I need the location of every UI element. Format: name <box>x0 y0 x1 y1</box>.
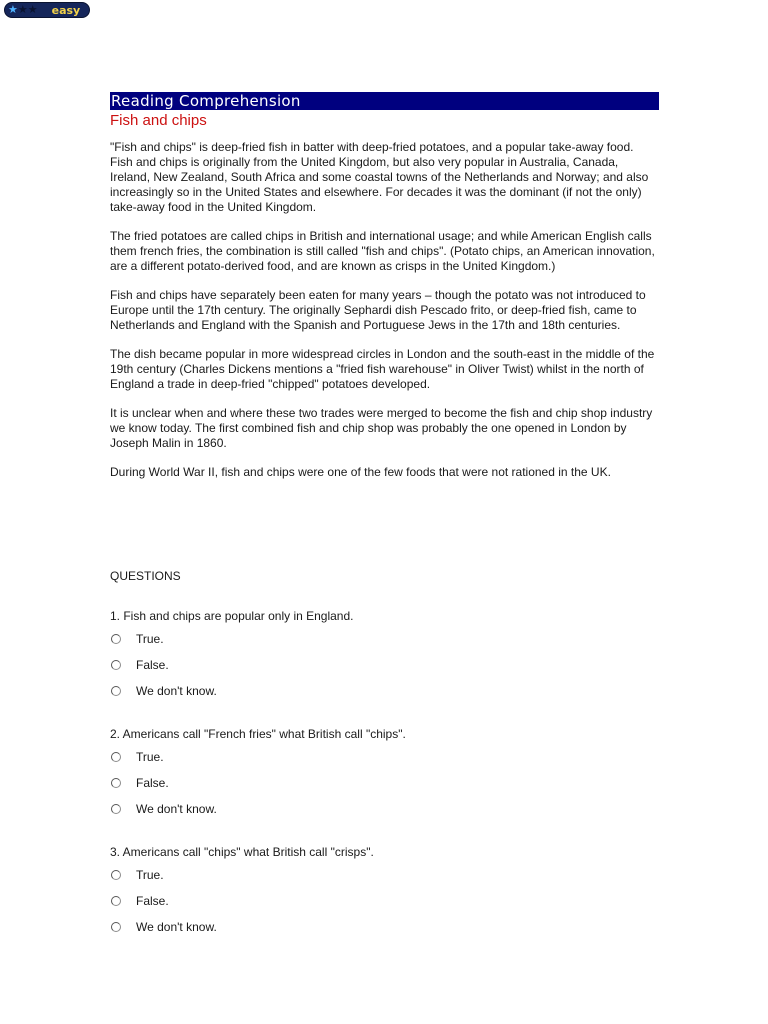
option-label[interactable]: False. <box>136 894 169 908</box>
radio-button[interactable] <box>111 686 121 696</box>
paragraph: During World War II, fish and chips were one of the few foods that were not rationed in the UK. <box>110 465 611 479</box>
option-label[interactable]: True. <box>136 750 164 764</box>
option-label[interactable]: We don't know. <box>136 802 217 816</box>
paragraph: The dish became popular in more widespread circles in London and the south-east in the middle of the 19th century (Charles Dickens mentions a "fried fish warehouse" in Oliver Twist) whilst in the north of England a trade in deep-fried "chipped" potatoes developed. <box>110 347 655 391</box>
answer-option[interactable] <box>110 682 659 708</box>
difficulty-label: easy <box>51 3 81 17</box>
question-1 <box>110 609 659 708</box>
page-title: Fish and chips <box>110 112 207 129</box>
answer-option[interactable] <box>110 866 659 892</box>
paragraph: It is unclear when and where these two trades were merged to become the fish and chip shop industry we know today. The first combined fish and chip shop was probably the one opened in London by Joseph Malin in 1860. <box>110 406 653 450</box>
question-3 <box>110 845 659 944</box>
option-label[interactable]: False. <box>136 658 169 672</box>
radio-button[interactable] <box>111 634 121 644</box>
option-label[interactable]: False. <box>136 776 169 790</box>
question-text: 1. Fish and chips are popular only in England. <box>110 609 354 623</box>
answer-option[interactable] <box>110 918 659 944</box>
answer-option[interactable] <box>110 800 659 826</box>
radio-button[interactable] <box>111 896 121 906</box>
answer-option[interactable] <box>110 630 659 656</box>
answer-option[interactable] <box>110 892 659 918</box>
paragraph: "Fish and chips" is deep-fried fish in batter with deep-fried potatoes, and a popular take-away food. Fish and chips is originally from the United Kingdom, but also very popular in Australia, Canada, Ireland, New Zealand, South Africa and some coastal towns of the Netherlands and Norway; and also increasingly so in the United States and elsewhere. For decades it was the dominant (if not the only) take-away food in the United Kingdom. <box>110 140 649 214</box>
answer-option[interactable] <box>110 748 659 774</box>
question-2 <box>110 727 659 826</box>
star-empty-icon: ★ <box>27 4 38 16</box>
radio-button[interactable] <box>111 660 121 670</box>
reading-passage <box>110 92 659 480</box>
answer-option[interactable] <box>110 774 659 800</box>
question-text: 3. Americans call "chips" what British call "crisps". <box>110 845 374 859</box>
radio-button[interactable] <box>111 922 121 932</box>
answer-option[interactable] <box>110 656 659 682</box>
option-label[interactable]: True. <box>136 868 164 882</box>
question-text: 2. Americans call "French fries" what British call "chips". <box>110 727 406 741</box>
option-label[interactable]: We don't know. <box>136 920 217 934</box>
difficulty-badge <box>4 2 90 18</box>
radio-button[interactable] <box>111 778 121 788</box>
section-header: Reading Comprehension <box>110 92 659 110</box>
star-empty-icon: ★ <box>17 4 28 16</box>
questions-heading: QUESTIONS <box>110 569 181 583</box>
radio-button[interactable] <box>111 804 121 814</box>
paragraph: The fried potatoes are called chips in British and international usage; and while American English calls them french fries, the combination is still called "fish and chips". (Potato chips, an American innovation, are a different potato-derived food, and are known as crisps in the United Kingdom.) <box>110 229 655 273</box>
star-filled-icon: ★ <box>8 4 18 16</box>
option-label[interactable]: We don't know. <box>136 684 217 698</box>
radio-button[interactable] <box>111 870 121 880</box>
radio-button[interactable] <box>111 752 121 762</box>
paragraph: Fish and chips have separately been eaten for many years – though the potato was not introduced to Europe until the 17th century. The originally Sephardi dish Pescado frito, or deep-fried fish, came to Netherlands and England with the Spanish and Portuguese Jews in the 17th and 18th centuries. <box>110 288 646 332</box>
option-label[interactable]: True. <box>136 632 164 646</box>
